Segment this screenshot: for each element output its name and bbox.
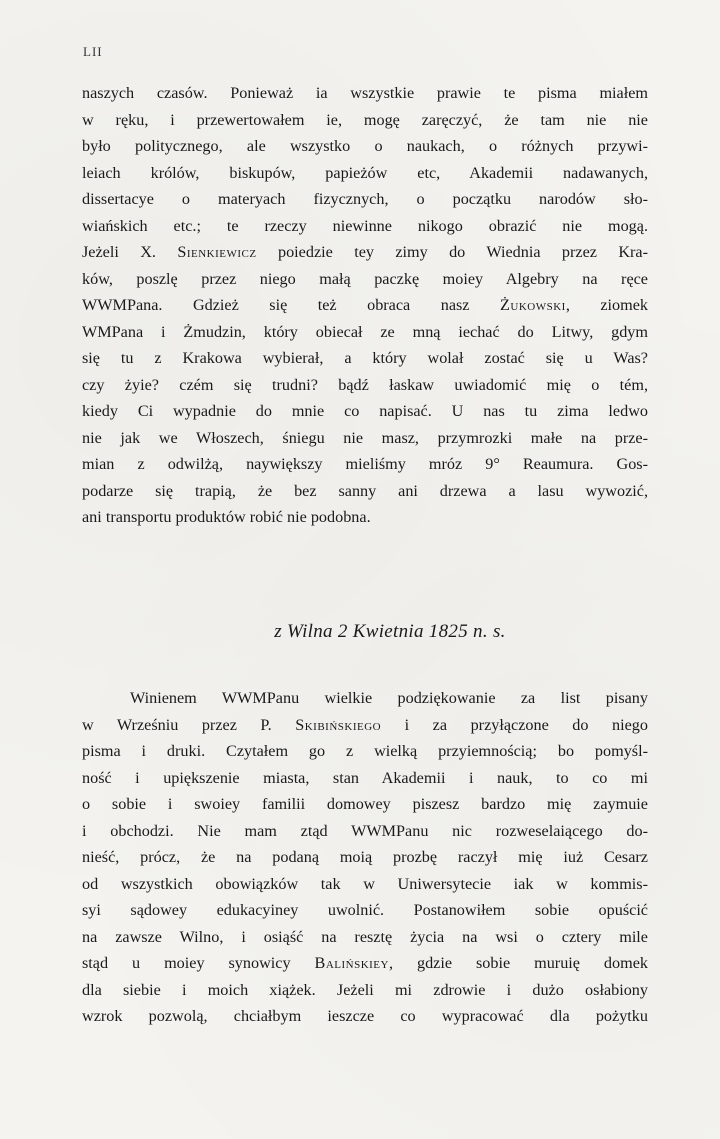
text-line	[82, 186, 648, 213]
text-segment: syi sądowey edukacyiney uwolnić. Postanowiłem sobie opuścić	[82, 901, 648, 919]
text-segment: Winienem WWMPanu wielkie podziękowanie za list pisany	[130, 689, 648, 707]
text-line	[82, 844, 648, 871]
text-line	[82, 738, 648, 765]
text-line	[82, 133, 648, 160]
text-line	[82, 107, 648, 134]
text-line	[82, 239, 648, 266]
paragraph-1	[82, 80, 648, 531]
text-segment: i obchodzi. Nie mam ztąd WWMPanu nic rozweselaiącego do-	[82, 821, 648, 840]
text-segment: , ziomek	[565, 296, 648, 314]
text-segment: mian z odwilżą, naywiększy mieliśmy mróz 9° Reaumura. Gos-	[82, 455, 648, 473]
text-line	[82, 871, 648, 898]
paragraph-2	[82, 685, 648, 1030]
text-line	[82, 504, 648, 531]
text-line	[82, 213, 648, 240]
text-line	[82, 924, 648, 951]
text-segment: i za przyłączone do niego	[381, 715, 648, 734]
text-line	[82, 1003, 648, 1030]
text-segment: nie jak we Włoszech, śniegu nie masz, przymrozki małe na prze-	[82, 428, 648, 447]
name-smallcaps: Sienkiewicz	[177, 243, 257, 261]
text-line	[82, 160, 648, 187]
letter-heading: z Wilna 2 Kwietnia 1825 n. s.	[274, 621, 506, 642]
text-segment: ani transportu produktów robić nie podobna.	[82, 508, 371, 526]
text-line	[82, 818, 648, 845]
text-line	[82, 345, 648, 372]
text-segment: poiedzie tey zimy do Wiednia przez Kra-	[256, 243, 648, 261]
text-segment: pisma i druki. Czytałem go z wielką przyiemnością; bo pomyśl-	[82, 742, 648, 760]
name-smallcaps: Balińskiey	[314, 954, 389, 972]
text-line	[82, 791, 648, 818]
text-segment: się tu z Krakowa wybierał, a który wolał zostać się u Was?	[82, 349, 648, 367]
text-segment: dissertacye o materyach fizycznych, o początku narodów sło-	[82, 190, 648, 208]
text-segment: kiedy Ci wypadnie do mnie co napisać. U nas tu zima ledwo	[82, 402, 648, 420]
text-segment: stąd u moiey synowicy	[82, 954, 315, 972]
name-smallcaps: Skibińskiego	[295, 715, 382, 734]
text-segment: na zawsze Wilno, i osiąść na resztę życia na wsi o cztery mile	[82, 927, 648, 946]
text-segment: podarze się trapią, że bez sanny ani drzewa a lasu wywozić,	[82, 481, 648, 500]
text-line	[82, 478, 648, 505]
text-segment: , gdzie sobie muruię domek	[388, 954, 648, 972]
text-segment: naszych czasów. Ponieważ ia wszystkie prawie te pisma miałem	[82, 84, 648, 102]
text-line	[82, 950, 648, 977]
text-segment: WWMPana. Gdzież się też obraca nasz	[82, 296, 500, 314]
text-segment: wzrok pozwolą, chciałbym ieszcze co wypracować dla pożytku	[82, 1007, 648, 1025]
text-line	[82, 712, 648, 739]
text-segment: WMPana i Żmudzin, który obiecał ze mną iechać do Litwy, gdym	[82, 322, 648, 341]
text-segment: w ręku, i przewertowałem ie, mogę zaręczyć, że tam nie nie	[82, 110, 648, 129]
text-line	[82, 685, 648, 712]
text-segment: w Wrześniu przez P.	[82, 715, 296, 734]
text-line	[82, 80, 648, 107]
text-segment: od wszystkich obowiązków tak w Uniwersytecie iak w kommis-	[82, 874, 648, 893]
text-segment: nieść, prócz, że na podaną moią prozbę raczył mię iuż Cesarz	[82, 848, 648, 866]
text-line	[82, 372, 648, 399]
text-line	[82, 897, 648, 924]
text-line	[82, 451, 648, 478]
text-segment: o sobie i swoiey familii domowey piszesz bardzo mię zaymuie	[82, 795, 648, 813]
text-segment: było politycznego, ale wszystko o naukach, o różnych przywi-	[82, 137, 648, 155]
text-segment: dla siebie i moich xiążek. Jeżeli mi zdrowie i dużo osłabiony	[82, 980, 648, 999]
text-line	[82, 292, 648, 319]
text-segment: Jeżeli X.	[82, 243, 178, 261]
name-smallcaps: Żukowski	[499, 296, 566, 314]
text-segment: wiańskich etc.; te rzeczy niewinne nikogo obrazić nie mogą.	[82, 216, 648, 235]
text-line	[82, 398, 648, 425]
text-line	[82, 977, 648, 1004]
text-line	[82, 319, 648, 346]
text-line	[82, 765, 648, 792]
text-line	[82, 425, 648, 452]
text-line	[82, 266, 648, 293]
text-segment: ków, poszlę przez niego małą paczkę moiey Algebry na ręce	[82, 269, 648, 288]
text-segment: ność i upiększenie miasta, stan Akademii i nauk, to co mi	[82, 768, 648, 787]
text-segment: leiach królów, biskupów, papieżów etc, Akademii nadawanych,	[82, 163, 648, 182]
text-segment: czy żyie? czém się trudni? bądź łaskaw uwiadomić mię o tém,	[82, 375, 648, 394]
page-number: LII	[83, 44, 103, 59]
